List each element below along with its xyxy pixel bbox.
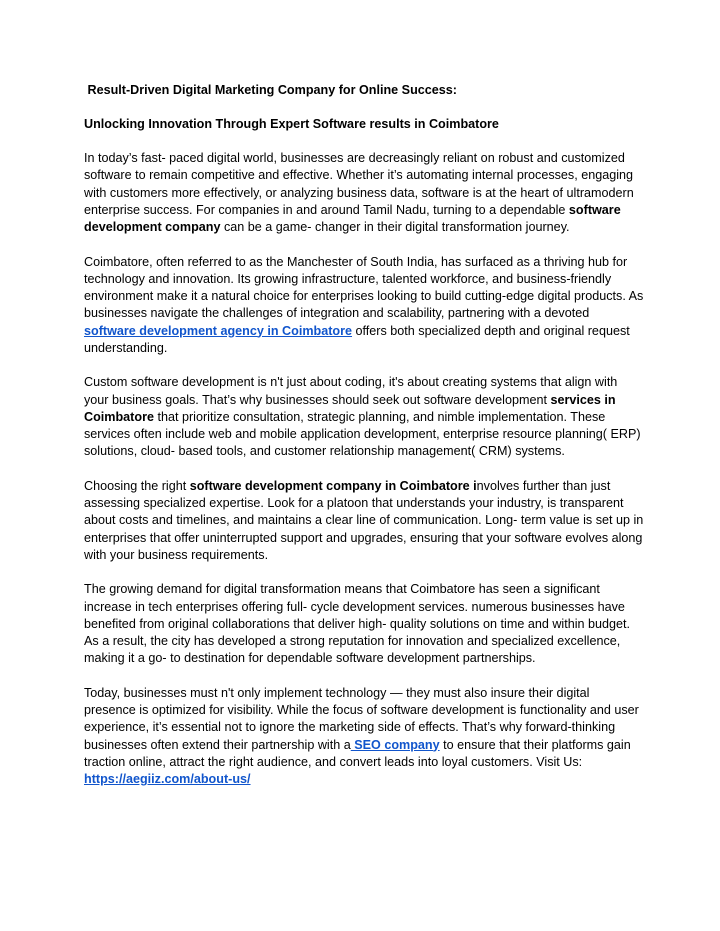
paragraph-3-text-a: Custom software development is n't just about coding, it's about creating systems that align with your business goals. That’s why businesses should seek out software development [84,375,618,407]
document-body [84,82,644,806]
paragraph-2 [84,254,644,358]
paragraph-1 [84,150,644,236]
paragraph-1-text-c: can be a game- changer in their digital transformation journey. [220,220,570,234]
paragraph-4-text-a: Choosing the right [84,478,190,493]
seo-company-link[interactable]: SEO company [350,737,440,752]
paragraph-5 [84,581,644,667]
paragraph-4-text-c: nvolves further than just assessing specialized expertise. Look for a platoon that understands your industry, is transparent about costs and timelines, and maintains a clear line of communication. Long- term value is set up in enterprises that offer uninterrupted support and upgrades, ensuring that your software evolves along with your business requirements. [84,478,644,562]
document-subtitle: Unlocking Innovation Through Expert Software results in Coimbatore [84,117,499,131]
software-agency-link[interactable]: software development agency in Coimbatore [84,323,353,338]
about-us-link[interactable]: https://aegiiz.com/about-us/ [84,772,251,786]
paragraph-5-text-a: The growing demand for digital transformation means that Coimbatore has seen a significant increase in tech enterprises offering full- cycle development services. numerous businesses have benefited from original collaborations that deliver high- quality solutions on time and within budget. As a result, the city has developed a strong reputation for innovation and specialized excellence, making it a go- to destination for dependable software development partnerships. [84,582,631,666]
paragraph-3-bold: services in Coimbatore [84,392,616,424]
document-title: Result-Driven Digital Marketing Company for Online Success: [84,83,457,97]
paragraph-2-text-c: offers both specialized depth and original request understanding. [84,323,630,355]
paragraph-4-bold: software development company in Coimbatore i [189,478,477,493]
paragraph-6-text-a: Today, businesses must n't only implement technology — they must also insure their digital presence is optimized for visibility. While the focus of software development is functionality and user experience, it’s essential not to ignore the marketing side of effects. That’s why forward-thinking businesses often extend their partnership with a [84,685,639,752]
paragraph-4 [84,478,644,564]
paragraph-3 [84,374,644,460]
paragraph-2-text-a: Coimbatore, often referred to as the Manchester of South India, has surfaced as a thriving hub for technology and innovation. Its growing infrastructure, talented workforce, and business-friendly environment make it a natural choice for enterprises looking to build cutting-edge digital products. As businesses navigate the challenges of integration and scalability, partnering with a devoted [84,254,644,321]
paragraph-6-text-c: to ensure that their platforms gain traction online, attract the right audience, and convert leads into loyal customers. Visit Us: [84,737,631,769]
paragraph-6 [84,685,644,789]
paragraph-1-bold: software development company [84,202,621,234]
paragraph-3-text-c: that prioritize consultation, strategic planning, and nimble implementation. These services often include web and mobile application development, enterprise resource planning( ERP) solutions, cloud- based tools, and customer relationship management( CRM) systems. [84,409,641,459]
paragraph-1-text-a: In today’s fast- paced digital world, businesses are decreasingly reliant on robust and customized software to remain competitive and effective. Whether it’s automating internal processes, engaging with customers more effectively, or analyzing business data, software is at the heart of ultramodern enterprise success. For companies in and around Tamil Nadu, turning to a dependable [84,151,634,217]
